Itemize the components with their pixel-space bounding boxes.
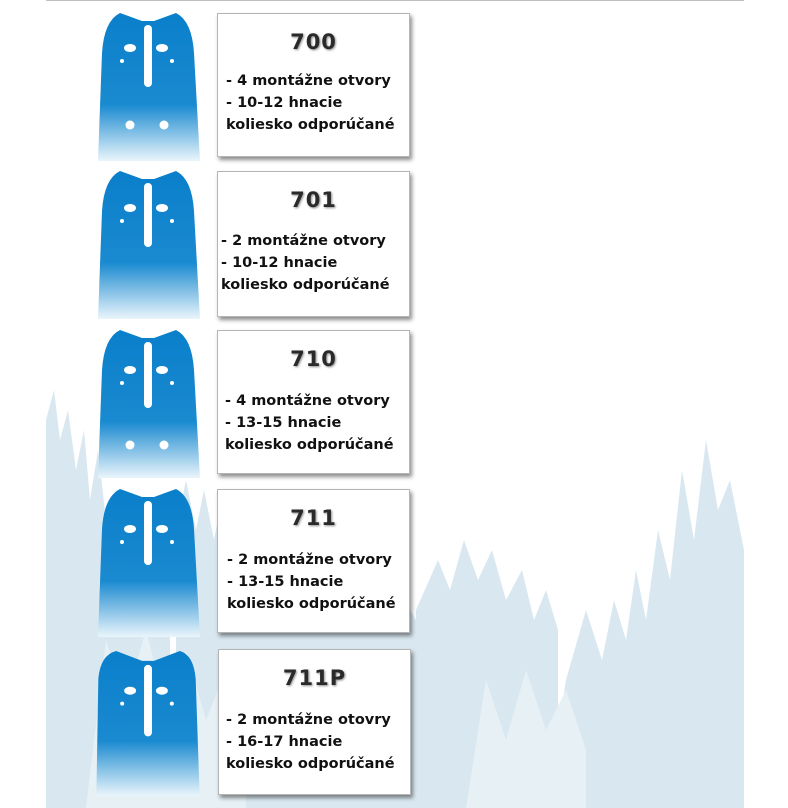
spec-drive-sprocket: - 13-15 hnacie xyxy=(225,415,342,431)
spec-drive-sprocket: - 16-17 hnacie xyxy=(226,734,343,750)
spec-list xyxy=(226,70,407,136)
spec-recommended: koliesko odporúčané xyxy=(226,756,395,772)
guide-bar-icon xyxy=(94,330,202,478)
spec-mounting-holes: - 4 montážne otvory xyxy=(226,73,391,89)
spec-recommended: koliesko odporúčané xyxy=(227,596,396,612)
spec-mounting-holes: - 4 montážne otvory xyxy=(225,393,390,409)
guide-bar-icon xyxy=(94,171,202,319)
spec-drive-sprocket: - 10-12 hnacie xyxy=(221,255,338,271)
spec-recommended: koliesko odporúčané xyxy=(226,117,395,133)
guide-bar-icon xyxy=(94,489,202,637)
spec-mounting-holes: - 2 montážne otvory xyxy=(227,552,392,568)
spec-list xyxy=(226,709,408,775)
product-row-700 xyxy=(0,13,788,163)
product-card xyxy=(217,330,410,474)
spec-mounting-holes: - 2 montážne otvory xyxy=(221,233,386,249)
spec-recommended: koliesko odporúčané xyxy=(221,277,390,293)
spec-list xyxy=(225,390,407,456)
top-divider xyxy=(46,0,744,1)
product-card xyxy=(217,13,410,157)
product-row-711 xyxy=(0,489,788,639)
guide-bar-icon xyxy=(94,649,202,796)
spec-list xyxy=(221,230,407,296)
product-card xyxy=(217,489,410,633)
product-row-711p xyxy=(0,649,788,799)
model-number: 701 xyxy=(290,188,337,212)
product-row-701 xyxy=(0,171,788,321)
product-card xyxy=(217,171,410,317)
spec-drive-sprocket: - 10-12 hnacie xyxy=(226,95,343,111)
spec-drive-sprocket: - 13-15 hnacie xyxy=(227,574,344,590)
spec-mounting-holes: - 2 montážne otovry xyxy=(226,712,391,728)
spec-list xyxy=(227,549,407,615)
spec-recommended: koliesko odporúčané xyxy=(225,437,394,453)
product-row-710 xyxy=(0,330,788,480)
model-number: 711P xyxy=(282,666,347,690)
model-number: 700 xyxy=(290,30,337,54)
model-number: 711 xyxy=(290,506,337,530)
model-number: 710 xyxy=(290,347,337,371)
product-card xyxy=(218,649,411,795)
guide-bar-icon xyxy=(94,13,202,161)
